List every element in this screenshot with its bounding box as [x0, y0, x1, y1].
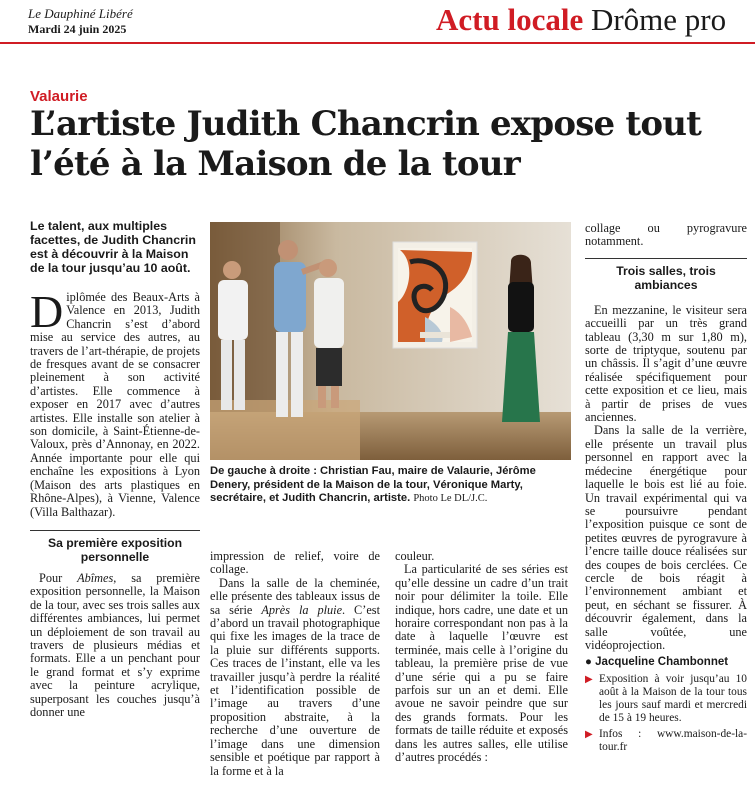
headline: L’artiste Judith Chancrin expose tout l’été à la Maison de la tour: [30, 104, 702, 184]
caption-text: De gauche à droite : Christian Fau, maire de Valaurie, Jérôme Denery, président de la Maison de la tour, Véronique Marty, secrétaire, et Judith Chancrin, artiste.: [210, 465, 536, 504]
section-red: Actu locale: [436, 2, 584, 37]
section-header: [436, 2, 726, 38]
col2-p2-pre: Dans la salle de la cheminée, elle présente des tableaux issus de sa série: [210, 575, 380, 617]
person-veronique-marty: [314, 259, 344, 408]
bullet-icon: ●: [585, 656, 592, 669]
publication-name: Le Dauphiné Libéré: [28, 6, 133, 21]
info-website-text: Infos : www.maison-de-la-tour.fr: [599, 727, 747, 753]
info-website: [585, 728, 747, 754]
masthead-rule: [0, 42, 755, 44]
col2-p2-post: . C’est d’abord un travail photographique qui fixe les images de la trace de la pluie sur différents supports. Ces traces de l’instant, elle va les travailler jusqu’à perdre la réalité et l’identification possible de l’image au travers d’une proposition abstraite, à la recherche d’une ouverture de l’image dans une dimension sensible et poétique par rapport à la forme et à la: [210, 602, 380, 778]
column-1: [30, 286, 200, 719]
col1-p2-pre: Pour: [39, 570, 78, 585]
col2-paragraph-1: impression de relief, voire de collage.: [210, 549, 380, 577]
subhead-three-rooms: Trois salles, trois ambiances: [585, 258, 747, 292]
info-exhibition-dates: [585, 673, 747, 725]
col3-paragraph-2: La particularité de ses séries est qu’elle dessine un cadre d’un trait noir pour délimiter la toile. Elle indique, hors cadre, une date et un horaire correspondant non pas à la date à laquelle l’œuvre est terminée, mais celle à l’origine du tableau, la première prise de vue d’une série qui a pu se faire parfois sur un an et demi. Elle avoue ne savoir peindre que sur des grands formats. Pour les formats de taille réduite et exposés dans les autres salles, elle utilise d’autres procédés :: [395, 562, 568, 765]
photo-credit: Photo Le DL/J.C.: [413, 493, 488, 504]
col3-paragraph-1: couleur.: [395, 549, 435, 563]
painting: [393, 242, 477, 348]
triangle-icon: ▶: [585, 728, 593, 740]
info-dates-text: Exposition à voir jusqu’au 10 août à la Maison de la tour tous les jours sauf mardi et mercredi de 15 à 19 heures.: [599, 672, 747, 724]
col1-p2-post: , sa première exposition personnelle, la Maison de la tour, avec ses trois salles aux différentes ambiances, lui permet un déploiement de son travail au travers de plusieurs médias et formats. Elle a un penchant pour le grand format et s’y exprime avec la peinture acrylique, superposant les couches jusqu’à donner une: [30, 570, 200, 719]
photo-illustration: [210, 222, 571, 460]
series-title-apres-la-pluie: Après la pluie: [261, 602, 343, 617]
author-byline: [585, 656, 747, 669]
col4-paragraph-3: Dans la salle de la verrière, elle présente un travail plus personnel en rapport avec la médecine énergétique pour laquelle le bois est lié au foie. Un travail expérimental qui va se poursuivre pendant l’exposition puisque ce sont de petites œuvres de pyrogravure à l’encre taille douce réalisées sur des coupes de bois cerclées. Ce cercle de bois réagit à l’environnement ambiant et peut, en séchant se fissurer. À découvrir également, dans la salle voûtée, une vidéoprojection.: [585, 423, 747, 652]
chapo: Le talent, aux multiples facettes, de Judith Chancrin est à découvrir à la Maison de la tour jusqu’au 10 août.: [30, 219, 196, 275]
section-rest: Drôme pro: [590, 2, 727, 37]
author-name: Jacqueline Chambonnet: [595, 656, 729, 669]
article-photo: [210, 222, 571, 460]
issue-date: Mardi 24 juin 2025: [28, 22, 127, 36]
col4-paragraph-1: collage ou pyrogravure notamment.: [585, 221, 747, 249]
series-title-abimes: Abîmes: [77, 570, 114, 585]
col1-paragraph-1: iplômée des Beaux-Arts à Valence en 2013, Judith Chancrin s’est d’abord mise au service des autres, au travers de l’art-thérapie, de projets de fresques avant de se consacrer pleinement à son activité d’artistes. Elle commence à exposer en 2017 avec d’autres artistes. Elle installe son atelier à son domicile, à Saint-Étienne-de-Valoux, près d’Annonay, en 2022. Année importante pour elle qui enchaîne les expositions à Lyon (Maison des arts plastiques en Rhône-Alpes), à Vienne, Valence (Villa Balthazar).: [30, 290, 200, 519]
column-4: [585, 222, 747, 754]
col4-paragraph-2: En mezzanine, le visiteur sera accueilli par un très grand tableau (3,30 m sur 1,80 m), sorte de triptyque, soutenu par un châssis. Il s’agit d’une œuvre réalisée spécifiquement pour cette exposition et ce lieu, mais à partir de prises de vues anciennes.: [585, 302, 747, 425]
kicker: Valaurie: [30, 88, 88, 105]
photo-caption: [210, 465, 572, 506]
column-3: [395, 550, 568, 765]
column-2: [210, 550, 380, 778]
subhead-first-exhibition: Sa première exposition personnelle: [30, 530, 200, 564]
triangle-icon: ▶: [585, 673, 593, 685]
drop-cap: D: [30, 286, 64, 337]
